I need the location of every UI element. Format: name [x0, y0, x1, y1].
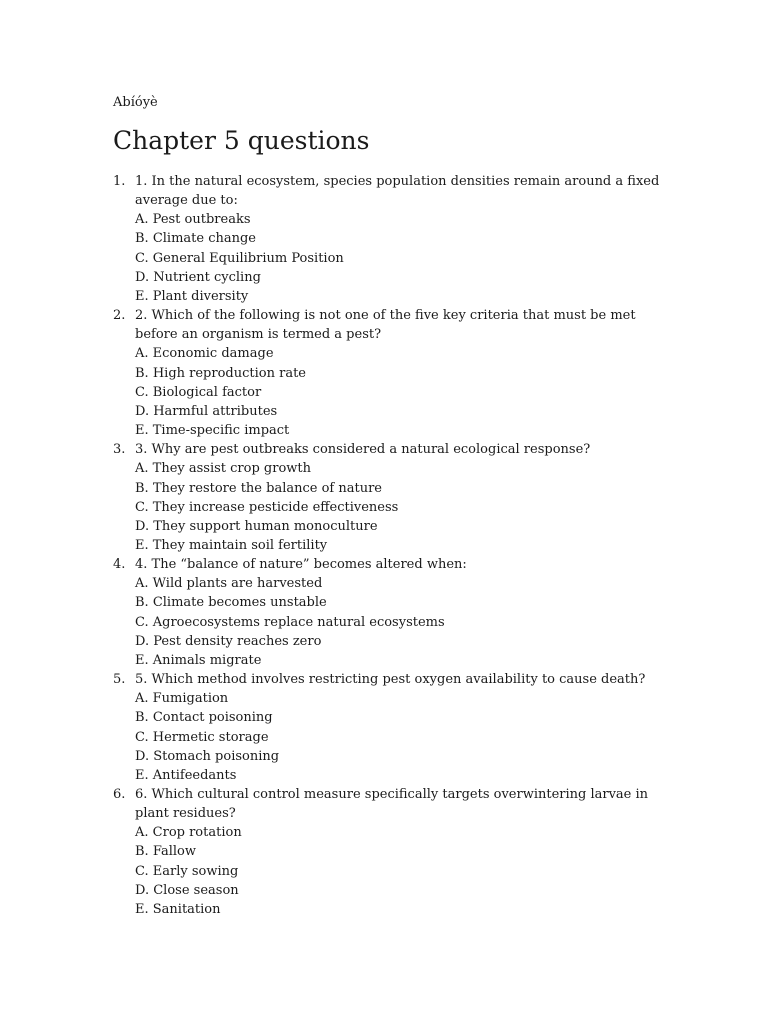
answer-option: D. Stomach poisoning [135, 748, 280, 764]
question-item [113, 440, 673, 555]
answer-option: E. Plant diversity [135, 288, 249, 304]
answer-option: B. Contact poisoning [135, 710, 273, 726]
answer-option: D. Nutrient cycling [135, 269, 261, 285]
question-text: 4. The “balance of nature” becomes altered when: [135, 557, 467, 573]
question-text: 5. Which method involves restricting pest oxygen availability to cause death? [135, 672, 646, 688]
answer-option: C. They increase pesticide effectiveness [135, 499, 399, 515]
answer-option: E. They maintain soil fertility [135, 537, 328, 553]
question-list [113, 172, 673, 919]
answer-option: C. Biological factor [135, 384, 262, 400]
question-number: 3. [113, 442, 126, 458]
answer-option: D. Pest density reaches zero [135, 633, 322, 649]
question-text: 2. Which of the following is not one of the five key criteria that must be met before an organism is termed a pest? [135, 308, 636, 343]
answer-option: B. Climate becomes unstable [135, 595, 327, 611]
answer-option: A. Crop rotation [135, 825, 242, 841]
answer-option: C. General Equilibrium Position [135, 250, 344, 266]
answer-option: E. Antifeedants [135, 767, 237, 783]
answer-option: E. Sanitation [135, 901, 221, 917]
answer-option: D. They support human monoculture [135, 518, 378, 534]
answer-option: A. Pest outbreaks [135, 212, 251, 228]
answer-option: E. Animals migrate [135, 652, 262, 668]
question-text: 6. Which cultural control measure specifically targets overwintering larvae in plant residues? [135, 787, 649, 822]
answer-option: B. Climate change [135, 231, 256, 247]
page-title: Chapter 5 questions [113, 126, 370, 155]
answer-option: E. Time-specific impact [135, 423, 290, 439]
question-number: 1. [113, 174, 126, 189]
answer-option: B. They restore the balance of nature [135, 480, 382, 496]
author-name: Abíóyè [113, 95, 158, 110]
question-number: 5. [113, 672, 126, 688]
question-item [113, 306, 673, 440]
question-item [113, 785, 673, 919]
answer-option: B. High reproduction rate [135, 365, 306, 381]
answer-option: D. Close season [135, 882, 239, 898]
question-text: 3. Why are pest outbreaks considered a natural ecological response? [135, 442, 591, 458]
answer-option: C. Agroecosystems replace natural ecosystems [135, 614, 445, 630]
answer-option: A. They assist crop growth [135, 461, 312, 477]
answer-option: A. Economic damage [135, 346, 274, 362]
question-number: 4. [113, 557, 126, 573]
answer-option: B. Fallow [135, 844, 196, 860]
question-number: 6. [113, 787, 126, 802]
answer-option: A. Fumigation [135, 691, 229, 707]
question-item [113, 555, 673, 670]
question-text: 1. In the natural ecosystem, species population densities remain around a fixed average due to: [135, 174, 660, 209]
answer-option: C. Hermetic storage [135, 729, 269, 745]
question-item [113, 670, 673, 785]
question-item [113, 172, 673, 306]
answer-option: C. Early sowing [135, 863, 239, 879]
answer-option: A. Wild plants are harvested [135, 576, 323, 592]
answer-option: D. Harmful attributes [135, 403, 278, 419]
question-number: 2. [113, 308, 126, 324]
